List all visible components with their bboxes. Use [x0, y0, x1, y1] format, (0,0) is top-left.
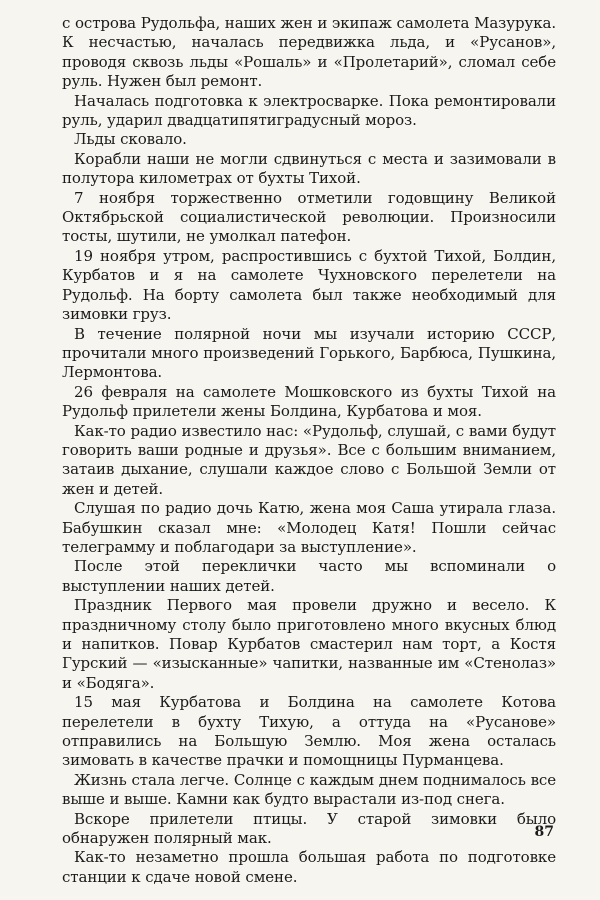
paragraph-2: Началась подготовка к электросварке. Пока ремонтировали руль, ударил двадцатипятиградусный мороз.: [62, 91, 556, 130]
paragraph-11: После этой переклички часто мы вспоминали о выступлении наших детей.: [62, 557, 556, 595]
paragraph-3: Льды сковало.: [74, 130, 187, 149]
paragraph-12: Праздник Первого мая провели дружно и весело. К праздничному столу было приготовлено много вкусных блюд и напитков. Повар Курбатов смастерил нам торт, а Костя Гурский — «изысканные» чапитки, названные им «Стенолаз» и «Бодяга».: [62, 596, 556, 692]
paragraph-1: с острова Рудольфа, наших жен и экипаж самолета Мазурука. К несчастью, началась передвижка льда, и «Русанов», проводя сквозь льды «Рошаль» и «Пролетарий», сломал себе руль. Нужен был ремонт.: [62, 14, 556, 91]
paragraph-14: Жизнь стала легче. Солнце с каждым днем поднималось все выше и выше. Камни как будто вырастали из-под снега.: [62, 770, 556, 809]
paragraph-7: В течение полярной ночи мы изучали историю СССР, прочитали много произведений Горького, Барбюса, Пушкина, Лермонтова.: [62, 324, 556, 382]
paragraph-15: Вскоре прилетели птицы. У старой зимовки было обнаружен полярный мак.: [62, 809, 556, 848]
paragraph-4: Корабли наши не могли сдвинуться с места и зазимовали в полутора километрах от бухты Тихой.: [62, 149, 556, 188]
paragraph-6: 19 ноября утром, распростившись с бухтой Тихой, Болдин, Курбатов и я на самолете Чухновского перелетели на Рудольф. На борту самолета был также необходимый для зимовки груз.: [62, 246, 556, 324]
paragraph-9: Как-то радио известило нас: «Рудольф, слушай, с вами будут говорить ваши родные и друзья». Все с большим вниманием, затаив дыхание, слушали каждое слово с Большой Земли от жен и детей.: [62, 421, 556, 498]
paragraph-10: Слушая по радио дочь Катю, жена моя Саша утирала глаза. Бабушкин сказал мне: «Молодец Катя! Пошли сейчас телеграмму и поблагодари за выступление».: [62, 499, 556, 556]
paragraph-16: Как-то незаметно прошла большая работа по подготовке станции к сдаче новой смене.: [62, 848, 556, 886]
page-text: [62, 14, 556, 887]
paragraph-5: 7 ноября торжественно отметили годовщину Великой Октябрьской социалистической революции. Произносили тосты, шутили, не умолкал патефон.: [62, 188, 556, 246]
page-number: 87: [534, 824, 554, 840]
paragraph-13: 15 мая Курбатова и Болдина на самолете Котова перелетели в бухту Тихую, а оттуда на «Русанове» отправились на Большую Землю. Моя жена осталась зимовать в качестве прачки и помощницы Пурманцева.: [62, 693, 556, 770]
paragraph-8: 26 февраля на самолете Мошковского из бухты Тихой на Рудольф прилетели жены Болдина, Курбатова и моя.: [62, 382, 556, 421]
